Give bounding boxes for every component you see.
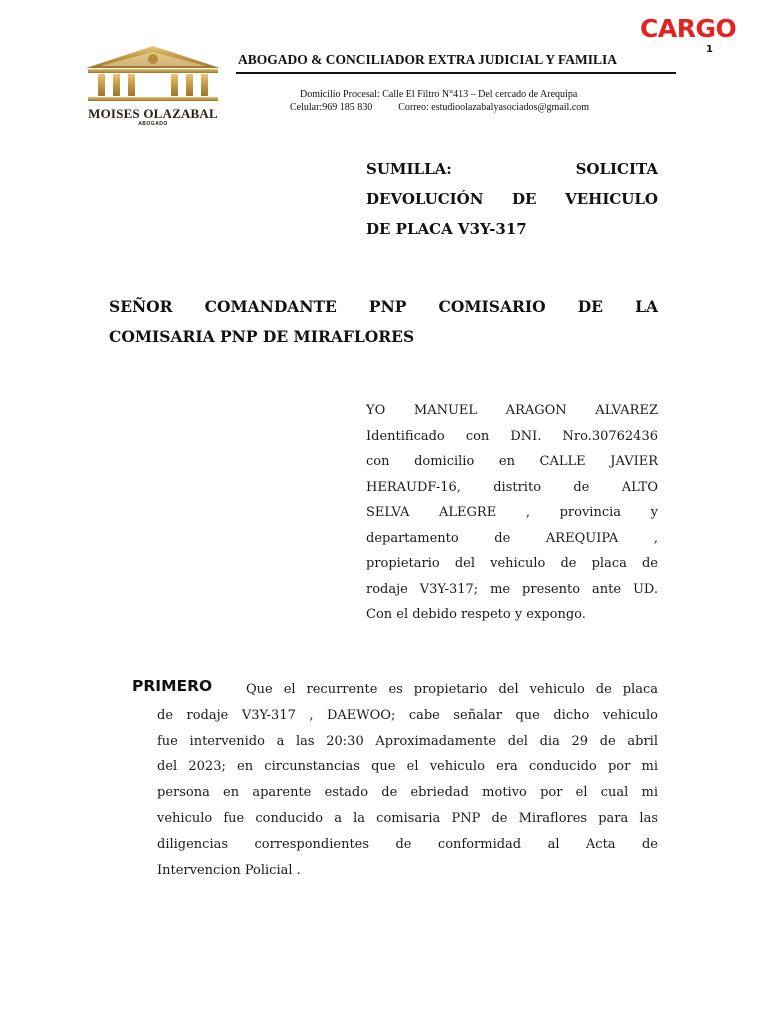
addressee-line: COMISARIA PNP DE MIRAFLORES: [109, 327, 415, 346]
letterhead-title: ABOGADO & CONCILIADOR EXTRA JUDICIAL Y FAMILIA: [238, 52, 618, 67]
addressee-block: [109, 292, 658, 352]
petitioner-intro: [366, 398, 658, 628]
paragraph-line: Intervencion Policial .: [157, 862, 301, 878]
intro-line: con domicilio en CALLE JAVIER: [366, 454, 658, 469]
paragraph-line: vehiculo fue conducido a la comisaria PNP de Miraflores para las: [157, 810, 658, 826]
paragraph-line: fue intervenido a las 20:30 Aproximadamente del dia 29 de abril: [157, 733, 658, 749]
addressee-line: SEÑOR COMANDANTE PNP COMISARIO DE LA: [109, 297, 658, 316]
intro-line: SELVA ALEGRE , provincia y: [366, 505, 658, 520]
sumilla-line: DE PLACA V3Y-317: [366, 220, 527, 238]
intro-line: Identificado con DNI. Nro.30762436: [366, 428, 658, 444]
paragraph-line: persona en aparente estado de ebriedad motivo por el cual mi: [157, 785, 658, 801]
paragraph-line: diligencias correspondientes de conformidad al Acta de: [157, 836, 658, 852]
letterhead-contact: [290, 102, 589, 113]
letterhead-divider: [236, 72, 676, 74]
paragraph-line: Que el recurrente es propietario del vehiculo de placa: [246, 682, 658, 697]
sumilla-line: DEVOLUCIÓN DE VEHICULO: [366, 190, 658, 208]
intro-line: departamento de AREQUIPA ,: [366, 530, 658, 546]
brand-subtitle: ABOGADO: [138, 121, 168, 127]
intro-line: Con el debido respeto y expongo.: [366, 607, 586, 622]
intro-line: propietario del vehiculo de placa de: [366, 556, 658, 571]
primero-heading: PRIMERO: [132, 677, 213, 695]
letterhead-address: Domicilio Procesal: Calle El Filtro N°413 – Del cercado de Arequipa: [300, 89, 578, 100]
intro-line: rodaje V3Y-317; me presento ante UD.: [366, 581, 658, 597]
intro-line: HERAUDF-16, distrito de ALTO: [366, 479, 658, 495]
primero-paragraph: [157, 677, 658, 883]
cargo-stamp: CARGO: [640, 14, 737, 43]
sumilla-line: SUMILLA: SOLICITA: [366, 160, 658, 178]
paragraph-line: de rodaje V3Y-317 , DAEWOO; cabe señalar que dicho vehiculo: [157, 707, 658, 723]
brand-name: MOISES OLAZABAL: [88, 106, 218, 121]
intro-line: YO MANUEL ARAGON ALVAREZ: [366, 403, 658, 418]
paragraph-line: del 2023; en circunstancias que el vehiculo era conducido por mi: [157, 759, 658, 775]
sumilla-block: [366, 154, 658, 244]
courthouse-icon: [82, 44, 224, 106]
page-number: 1: [706, 44, 713, 55]
letterhead-email: Correo: estudioolazabalyasociados@gmail.com: [398, 102, 590, 113]
letterhead-phone: Celular:969 185 830: [290, 102, 373, 113]
